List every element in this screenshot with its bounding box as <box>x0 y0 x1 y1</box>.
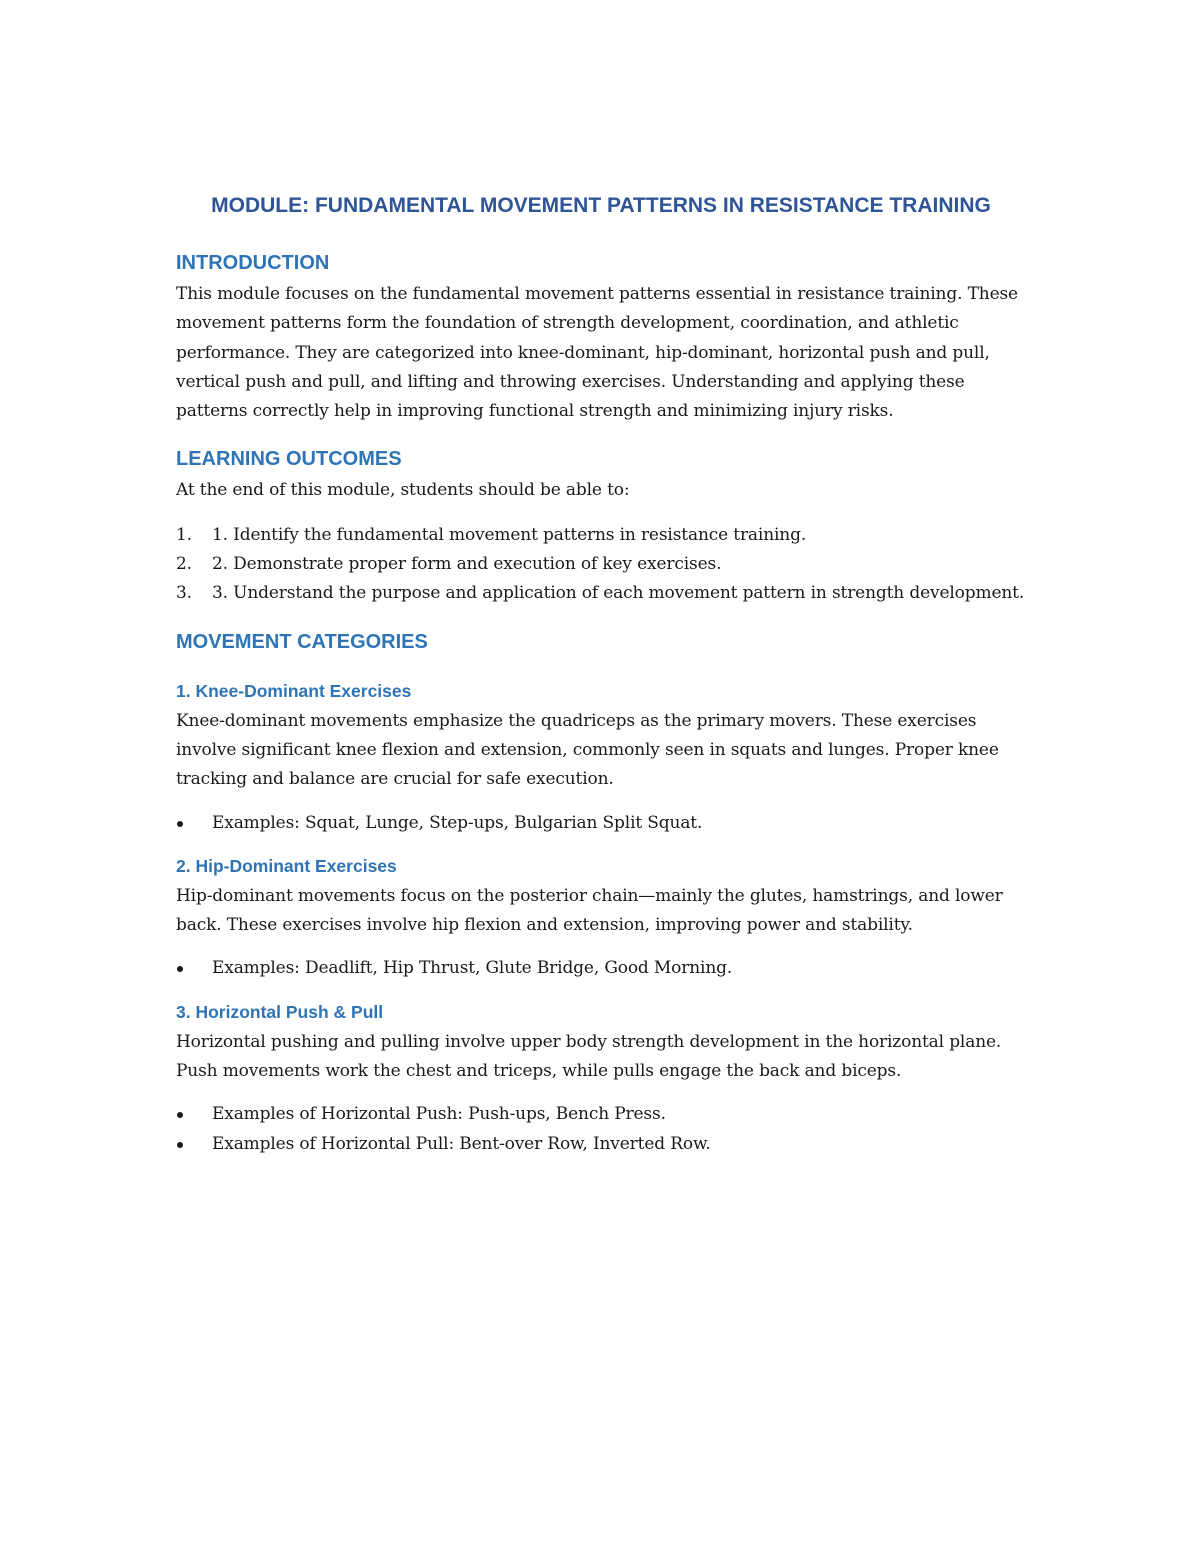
list-item <box>176 1100 1026 1129</box>
horizontal-push-pull-examples <box>176 1100 1026 1159</box>
bullet-icon <box>177 1142 183 1148</box>
learning-outcomes-lead: At the end of this module, students should be able to: <box>176 480 630 501</box>
list-item-text: Examples: Squat, Lunge, Step-ups, Bulgarian Split Squat. <box>212 812 703 833</box>
hip-dominant-examples <box>176 954 1026 983</box>
bullet-icon <box>177 821 183 827</box>
list-item <box>176 809 1026 838</box>
list-item-text: 3. Understand the purpose and application of each movement pattern in strength development. <box>212 583 1025 604</box>
bullet-icon <box>177 966 183 972</box>
introduction-paragraph: This module focuses on the fundamental movement patterns essential in resistance training. These movement patterns form the foundation of strength development, coordination, and athletic performance. They are categorized into knee-dominant, hip-dominant, horizontal push and pull, vertical push and pull, and lifting and throwing exercises. Understanding and applying these patterns correctly help in improving functional strength and minimizing injury risks. <box>176 284 1018 422</box>
hip-dominant-heading: 2. Hip-Dominant Exercises <box>176 855 397 876</box>
learning-outcomes-heading: LEARNING OUTCOMES <box>176 448 402 471</box>
knee-dominant-paragraph: Knee-dominant movements emphasize the quadriceps as the primary movers. These exercises involve significant knee flexion and extension, commonly seen in squats and lunges. Proper knee tracking and balance are crucial for safe execution. <box>176 710 999 790</box>
list-number: 3. <box>176 583 192 604</box>
list-item <box>176 954 1026 983</box>
list-item-text: Examples: Deadlift, Hip Thrust, Glute Bridge, Good Morning. <box>212 958 733 979</box>
bullet-icon <box>177 1112 183 1118</box>
movement-categories-heading: MOVEMENT CATEGORIES <box>176 630 428 653</box>
list-item-text: 2. Demonstrate proper form and execution of key exercises. <box>212 554 722 575</box>
list-number: 2. <box>176 554 192 575</box>
horizontal-push-pull-heading: 3. Horizontal Push & Pull <box>176 1001 384 1022</box>
list-item <box>176 579 1026 608</box>
page-title: MODULE: FUNDAMENTAL MOVEMENT PATTERNS IN RESISTANCE TRAINING <box>211 194 991 217</box>
horizontal-push-pull-paragraph: Horizontal pushing and pulling involve upper body strength development in the horizontal plane. Push movements work the chest and triceps, while pulls engage the back and biceps. <box>176 1031 1002 1082</box>
learning-outcomes-list <box>176 521 1026 609</box>
knee-dominant-examples <box>176 809 1026 838</box>
document-body <box>176 186 1026 1159</box>
hip-dominant-paragraph: Hip-dominant movements focus on the posterior chain—mainly the glutes, hamstrings, and lower back. These exercises involve hip flexion and extension, improving power and stability. <box>176 885 1003 936</box>
list-item-text: 1. Identify the fundamental movement patterns in resistance training. <box>212 524 807 545</box>
list-item <box>176 1130 1026 1159</box>
list-item-text: Examples of Horizontal Push: Push-ups, Bench Press. <box>212 1104 666 1125</box>
introduction-heading: INTRODUCTION <box>176 252 330 274</box>
list-item-text: Examples of Horizontal Pull: Bent-over Row, Inverted Row. <box>212 1133 711 1154</box>
list-item <box>176 521 1026 550</box>
list-item <box>176 550 1026 579</box>
list-number: 1. <box>176 524 192 545</box>
knee-dominant-heading: 1. Knee-Dominant Exercises <box>176 680 412 701</box>
